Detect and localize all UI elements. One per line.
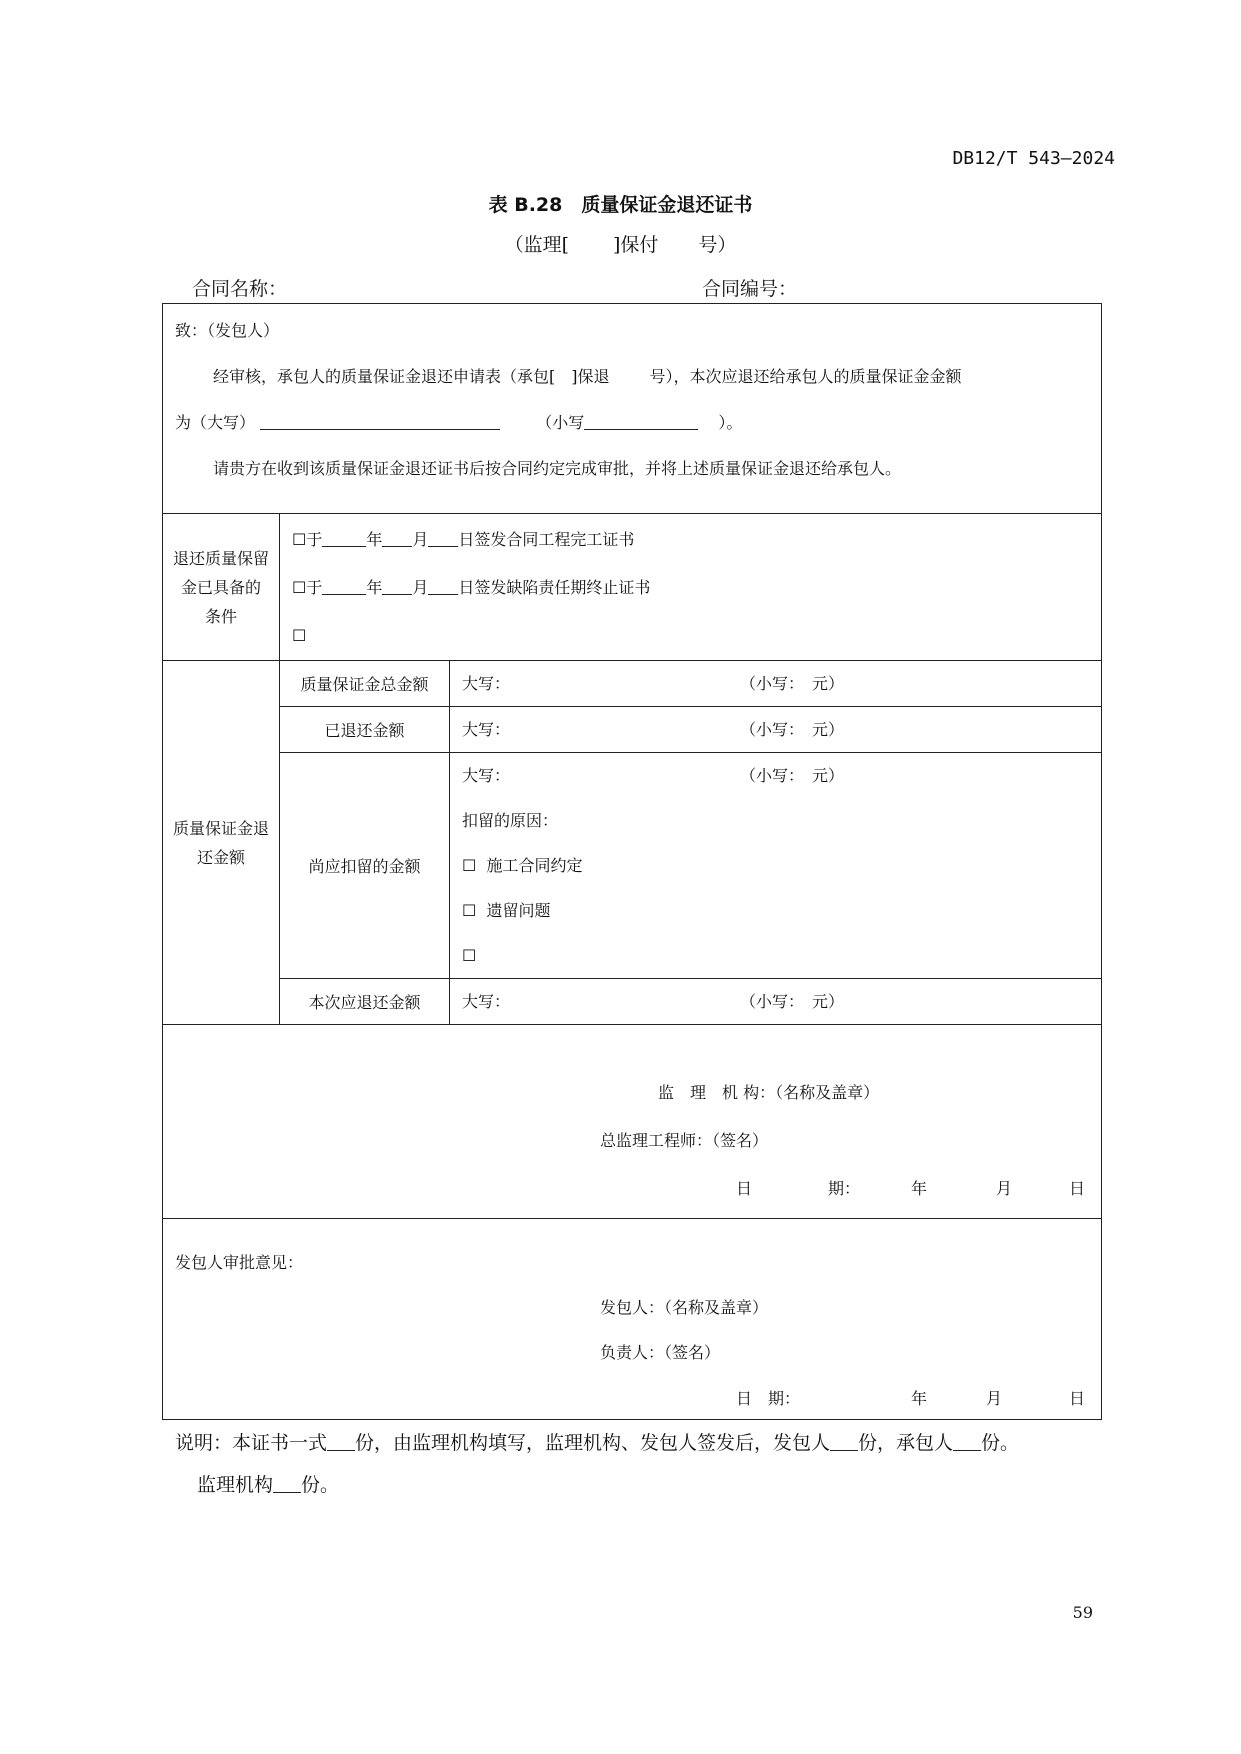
contract-name-label: 合同名称： [192,278,288,300]
month-label: 月 [412,578,429,597]
daxie-label: 大写： [462,992,511,1011]
note-line-2 [197,1470,339,1497]
checkbox[interactable]: ☐ [292,626,307,645]
standard-code: DB12/T 543—2024 [952,148,1115,169]
employer-responsible-signature: 负责人：（签名） [600,1343,721,1362]
doc-number-middle: ]保付 [612,234,659,256]
intro-paragraph-2 [163,400,1101,446]
employer-approval-section [163,1219,1102,1420]
year-label: 年 [366,578,383,597]
supervisor-signature-section [163,1025,1102,1219]
withheld-reason-contract [450,843,1101,888]
day-blank[interactable] [428,576,458,595]
year-label: 年 [366,530,383,549]
doc-number-prefix: （监理[ [504,234,569,256]
certificate-form [162,303,1102,1420]
month-blank[interactable] [382,576,412,595]
checkbox[interactable]: ☐ [462,901,477,920]
amount-upper-label: 为（大写） [175,413,256,432]
condition-other [280,612,1101,660]
supervisor-month: 月 [996,1179,1013,1198]
daxie-label: 大写： [462,766,511,785]
intro-section [163,304,1102,514]
xiaoxie-label: （小写： 元） [740,766,845,785]
chief-engineer-signature: 总监理工程师：（签名） [600,1131,769,1150]
returned-amount-label: 已退还金额 [280,707,450,753]
document-number [0,230,1241,257]
employer-month: 月 [986,1389,1003,1408]
checkbox[interactable]: ☐ [462,856,477,875]
total-amount-label: 质量保证金总金额 [280,661,450,707]
current-return-value [450,979,1102,1025]
copies-blank[interactable] [830,1432,858,1451]
note-l2-b: 份。 [301,1474,340,1496]
withheld-reason-other [450,933,1101,978]
returned-amount-value [450,707,1102,753]
withheld-amount-label: 尚应扣留的金额 [280,753,450,979]
xiaoxie-label: （小写： 元） [740,720,845,739]
reason-text: 遗留问题 [486,901,551,920]
conditions-label [163,514,280,661]
current-return-label: 本次应退还金额 [280,979,450,1025]
supervisor-year: 年 [911,1179,928,1198]
xiaoxie-label: （小写： 元） [740,674,845,693]
amount-lower-close: ）。 [718,413,743,432]
employer-year: 年 [911,1389,928,1408]
doc-number-suffix: 号） [698,234,737,256]
conditions-list [280,514,1102,661]
amounts-label-line-1: 质量保证金退 [172,818,269,838]
employer-date-label: 日 期： [736,1389,801,1408]
intro-p1-b: 号），本次应退还给承包人的质量保证金金额 [649,367,962,386]
employer-opinion-label: 发包人审批意见： [175,1253,304,1272]
condition-text: 日签发缺陷责任期终止证书 [458,578,651,597]
note-line-1 [175,1428,1019,1455]
note-l1-d: 份。 [981,1432,1020,1454]
supervisor-day: 日 [1069,1179,1086,1198]
day-blank[interactable] [428,528,458,547]
checkbox[interactable]: ☐ [292,578,307,597]
daxie-label: 大写： [462,720,511,739]
month-label: 月 [412,530,429,549]
page-title: 表 B.28 质量保证金退还证书 [488,194,753,216]
note-l1-a: 说明：本证书一式 [175,1432,328,1454]
withheld-reason-label: 扣留的原因： [462,811,559,830]
note-l1-c: 份，承包人 [858,1432,954,1454]
conditions-label-line-3: 条件 [204,606,237,626]
xiaoxie-label: （小写： 元） [740,992,845,1011]
contract-number-label: 合同编号： [702,278,798,300]
copies-blank[interactable] [327,1432,355,1451]
intro-paragraph-1 [163,354,1101,400]
page-number: 59 [1072,1603,1093,1622]
year-blank[interactable] [322,528,366,547]
employer-name-seal: 发包人：（名称及盖章） [600,1298,769,1317]
condition-yu: 于 [306,530,323,549]
conditions-label-line-1: 退还质量保留 [172,548,269,568]
month-blank[interactable] [382,528,412,547]
reason-text: 施工合同约定 [486,856,583,875]
copies-blank[interactable] [273,1474,301,1493]
employer-day: 日 [1069,1389,1086,1408]
supervisor-org: 监 理 机 构：（名称及盖章） [658,1083,880,1102]
checkbox[interactable]: ☐ [292,530,307,549]
condition-completion-certificate [280,516,1101,564]
addressee: 致：（发包人） [175,321,280,340]
condition-yu: 于 [306,578,323,597]
conditions-label-line-2: 金已具备的 [180,577,261,597]
supervisor-date-ri: 日 [736,1179,753,1198]
daxie-label: 大写： [462,674,511,693]
withheld-amount-value [450,753,1102,979]
note-l2-a: 监理机构 [197,1474,274,1496]
amount-lower-label: （小写 [536,413,585,432]
year-blank[interactable] [322,576,366,595]
copies-blank[interactable] [953,1432,981,1451]
total-amount-value [450,661,1102,707]
amount-lower-blank[interactable] [584,411,698,430]
condition-defects-certificate [280,564,1101,612]
withheld-reason-issues [450,888,1101,933]
intro-p1-a: 经审核，承包人的质量保证金退还申请表（承包[ ]保退 [213,367,610,386]
condition-text: 日签发合同工程完工证书 [458,530,635,549]
amounts-label-line-2: 还金额 [196,847,245,867]
note-l1-b: 份，由监理机构填写，监理机构、发包人签发后，发包人 [355,1432,831,1454]
supervisor-date-qi: 期： [828,1179,861,1198]
checkbox[interactable]: ☐ [462,946,477,965]
amounts-label [163,661,280,1025]
amount-upper-blank[interactable] [260,411,500,430]
intro-paragraph-3: 请贵方在收到该质量保证金退还证书后按合同约定完成审批，并将上述质量保证金退还给承包人。 [213,459,902,478]
